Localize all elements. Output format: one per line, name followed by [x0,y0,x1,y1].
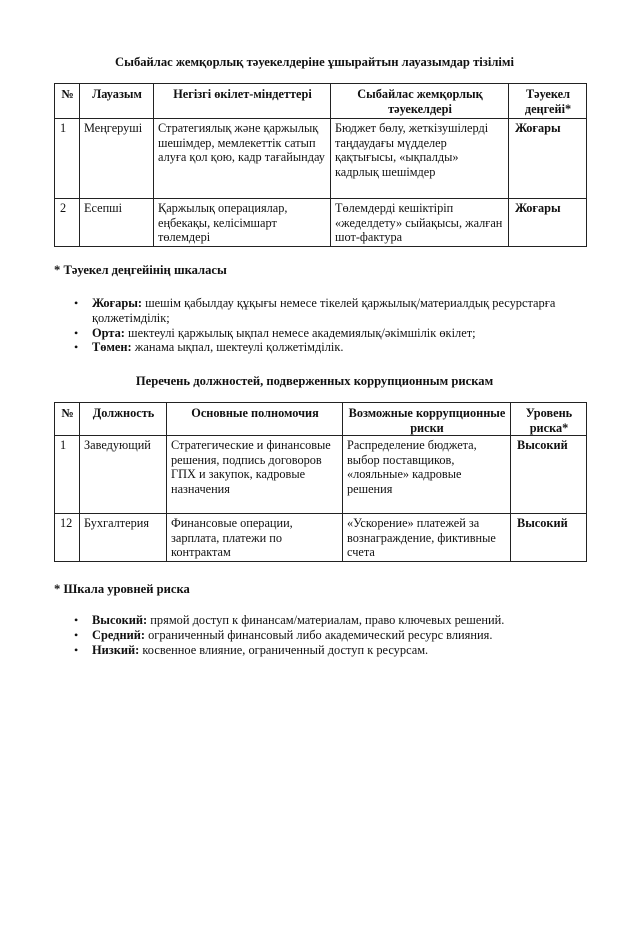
list-item [54,613,574,628]
ru-header-risks: Возможные коррупционные риски [343,403,511,436]
row-risks: Распределение бюджета, выбор поставщиков, «лояльные» кадровые решения [343,436,511,514]
bullet-icon: • [74,613,79,627]
scale-term: Орта: [92,325,125,340]
row-risks: «Ускорение» платежей за вознаграждение, фиктивные счета [343,514,511,562]
scale-text: шешім қабылдау құқығы немесе тікелей қаржылық/материалдық ресурстарға қолжетімділік; [92,296,556,325]
scale-text: ограниченный финансовый либо академический ресурс влияния. [148,627,493,642]
scale-text: прямой доступ к финансам/материалам, право ключевых решений. [150,613,505,627]
ru-header-duties: Основные полномочия [167,403,343,436]
table-row [55,199,587,247]
kz-title: Сыбайлас жемқорлық тәуекелдеріне ұшырайтын лауазымдар тізілімі [115,55,514,69]
kz-header-position: Лауазым [80,84,154,119]
bullet-icon: • [74,296,79,310]
ru-table [54,402,587,562]
row-position: Бухгалтерия [80,514,167,562]
scale-text: шектеулі қаржылық ықпал немесе академиялық/әкімшілік өкілет; [128,325,476,340]
bullet-icon: • [74,325,79,340]
scale-term: Төмен: [92,340,132,355]
row-position: Заведующий [80,436,167,514]
bullet-icon: • [74,340,79,355]
row-risk-level: Жоғары [509,199,587,247]
row-position: Меңгеруші [80,119,154,199]
row-duties: Стратегиялық және қаржылық шешімдер, мемлекеттік сатып алуға қол қою, кадр тағайындау [154,119,331,199]
row-risk-level: Высокий [511,514,587,562]
row-number: 1 [55,119,80,199]
ru-table-header-row [55,403,587,436]
table-row [55,514,587,562]
ru-title: Перечень должностей, подверженных коррупционным рискам [135,374,494,388]
list-item [54,643,574,658]
row-number: 1 [55,436,80,514]
row-number: 2 [55,199,80,247]
kz-table-header-row [55,84,587,119]
row-risk-level: Высокий [511,436,587,514]
row-duties: Стратегические и финансовые решения, подпись договоров ГПХ и закупок, кадровые назначения [167,436,343,514]
scale-term: Высокий: [92,613,148,627]
ru-header-position: Должность [80,403,167,436]
ru-scale-title: * Шкала уровней риска [54,582,190,596]
kz-header-risks: Сыбайлас жемқорлық тәуекелдері [331,84,509,119]
bullet-icon: • [74,642,79,657]
list-item [54,340,574,355]
row-risks: Бюджет бөлу, жеткізушілерді таңдаудағы мүдделер қақтығысы, «ықпалды» кадрлық шешімдер [331,119,509,199]
list-item [54,296,574,326]
row-duties: Қаржылық операциялар, еңбекақы, келісімшарт төлемдері [154,199,331,247]
list-item [54,326,574,341]
kz-table [54,83,587,247]
row-position: Есепші [80,199,154,247]
kz-scale-title: * Тәуекел деңгейінің шкаласы [54,263,227,277]
scale-text: косвенное влияние, ограниченный доступ к ресурсам. [142,642,429,657]
bullet-icon: • [74,627,79,642]
scale-text: жанама ықпал, шектеулі қолжетімділік. [134,340,344,355]
scale-term: Жоғары: [92,296,143,310]
kz-header-duties: Негізгі өкілет-міндеттері [154,84,331,119]
row-risk-level: Жоғары [509,119,587,199]
ru-scale-list [54,613,574,657]
row-risks: Төлемдерді кешіктіріп «жеделдету» сыйақысы, жалған шот-фактура [331,199,509,247]
scale-term: Средний: [92,627,145,642]
row-number: 12 [55,514,80,562]
scale-term: Низкий: [92,642,140,657]
kz-header-num: № [55,84,80,119]
list-item [54,628,574,643]
table-row [55,119,587,199]
table-row [55,436,587,514]
row-duties: Финансовые операции, зарплата, платежи по контрактам [167,514,343,562]
kz-scale-list [54,296,574,355]
ru-header-level: Уровень риска* [511,403,587,436]
ru-header-num: № [55,403,80,436]
kz-header-level: Тәуекел деңгейі* [509,84,587,119]
